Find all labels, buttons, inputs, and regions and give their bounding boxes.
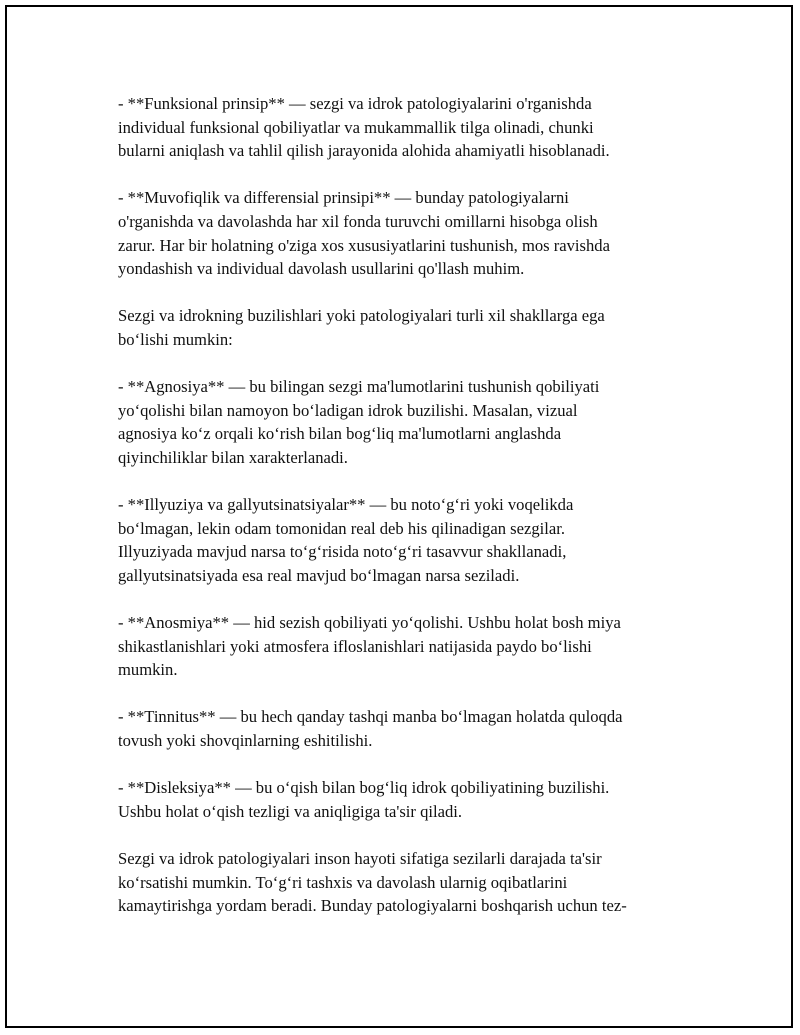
text-line: bo‘lmagan, lekin odam tomonidan real deb his qilinadigan sezgilar. [118,518,565,538]
text-line: mumkin. [118,660,178,680]
text-line: bo‘lishi mumkin: [118,329,233,349]
text-line: kamaytirishga yordam beradi. Bunday patologiyalarni boshqarish uchun tez- [118,896,627,916]
text-line: - **Illyuziya va gallyutsinatsiyalar** — bu noto‘g‘ri yoki voqelikda [118,495,574,515]
text-line: individual funksional qobiliyatlar va mukammallik tilga olinadi, chunki [118,117,594,137]
paragraph-illyuziya [118,493,688,587]
paragraph-buzilishlar-intro [118,304,688,351]
text-line: - **Agnosiya** — bu bilingan sezgi ma'lumotlarini tushunish qobiliyati [118,377,600,397]
text-line: Illyuziyada mavjud narsa to‘g‘risida noto‘g‘ri tasavvur shakllanadi, [118,542,567,562]
text-line: - **Funksional prinsip** — sezgi va idrok patologiyalarini o'rganishda [118,94,592,113]
document-body [118,92,688,941]
text-line: - **Disleksiya** — bu o‘qish bilan bog‘liq idrok qobiliyatining buzilishi. [118,778,610,798]
text-line: - **Anosmiya** — hid sezish qobiliyati yo‘qolishi. Ushbu holat bosh miya [118,613,621,633]
paragraph-conclusion [118,847,688,918]
paragraph-agnosiya [118,375,688,469]
text-line: - **Tinnitus** — bu hech qanday tashqi manba bo‘lmagan holatda quloqda [118,707,623,727]
text-line: agnosiya ko‘z orqali ko‘rish bilan bog‘liq ma'lumotlarni anglashda [118,424,562,444]
paragraph-muvofiqlik-prinsipi [118,186,688,280]
text-line: gallyutsinatsiyada esa real mavjud bo‘lmagan narsa seziladi. [118,565,520,585]
text-line: zarur. Har bir holatning o'ziga xos xususiyatlarini tushunish, mos ravishda [118,235,610,255]
text-line: ko‘rsatishi mumkin. To‘g‘ri tashxis va davolash ularnig oqibatlarini [118,872,568,892]
text-line: Sezgi va idrokning buzilishlari yoki patologiyalari turli xil shakllarga ega [118,306,605,326]
text-line: yo‘qolishi bilan namoyon bo‘ladigan idrok buzilishi. Masalan, vizual [118,400,578,420]
text-line: qiyinchiliklar bilan xarakterlanadi. [118,447,348,467]
text-line: yondashish va individual davolash usullarini qo'llash muhim. [118,259,525,279]
paragraph-anosmiya [118,611,688,682]
text-line: bularni aniqlash va tahlil qilish jarayonida alohida ahamiyatli hisoblanadi. [118,141,610,161]
paragraph-funksional-prinsip [118,92,688,163]
text-line: - **Muvofiqlik va differensial prinsipi** — bunday patologiyalarni [118,188,569,208]
text-line: shikastlanishlari yoki atmosfera ifloslanishlari natijasida paydo bo‘lishi [118,636,592,656]
text-line: Sezgi va idrok patologiyalari inson hayoti sifatiga sezilarli darajada ta'sir [118,849,602,868]
paragraph-tinnitus [118,705,688,752]
text-line: tovush yoki shovqinlarning eshitilishi. [118,731,373,751]
paragraph-disleksiya [118,776,688,823]
text-line: o'rganishda va davolashda har xil fonda turuvchi omillarni hisobga olish [118,211,598,231]
text-line: Ushbu holat o‘qish tezligi va aniqligiga ta'sir qiladi. [118,801,463,821]
